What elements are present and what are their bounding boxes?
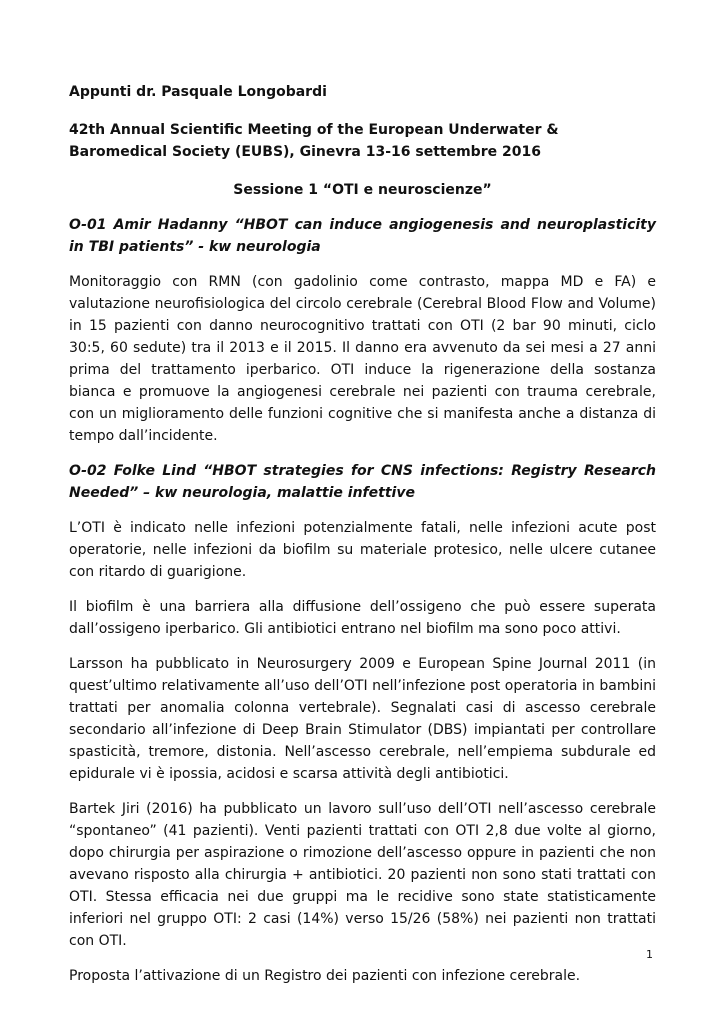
page-number: 1 (646, 948, 653, 961)
paragraph: Proposta l’attivazione di un Registro dei pazienti con infezione cerebrale. (69, 968, 581, 984)
session-title: Sessione 1 “OTI e neuroscienze” (233, 182, 492, 198)
paragraph: L’OTI è indicato nelle infezioni potenzialmente fatali, nelle infezioni acute post operatorie, nelle infezioni da biofilm su materiale protesico, nelle ulcere cutanee con ritardo di guarigione. (69, 520, 656, 580)
paragraph: Monitoraggio con RMN (con gadolinio come contrasto, mappa MD e FA) e valutazione neurofisiologica del circolo cerebrale (Cerebral Blood Flow and Volume) in 15 pazienti con danno neurocognitivo trattati con OTI (2 bar 90 minuti, ciclo 30:5, 60 sedute) tra il 2013 e il 2015. Il danno era avvenuto da sei mesi a 27 anni prima del trattamento iperbarico. OTI induce la rigenerazione della sostanza bianca e promuove la angiogenesi cerebrale nei pazienti con trauma cerebrale, con un miglioramento delle funzioni cognitive che si manifesta anche a distanza di tempo dall’incidente. (69, 274, 656, 444)
meeting-title: 42th Annual Scientific Meeting of the European Underwater & Baromedical Society (EUBS), Ginevra 13-16 settembre 2016 (69, 122, 559, 160)
talk-title: O-02 Folke Lind “HBOT strategies for CNS infections: Registry Research Needed” – kw neurologia, malattie infettive (69, 463, 656, 501)
talk-section (69, 460, 656, 987)
author-heading: Appunti dr. Pasquale Longobardi (69, 84, 327, 100)
document-page (69, 81, 656, 1000)
paragraph: Larsson ha pubblicato in Neurosurgery 2009 e European Spine Journal 2011 (in quest’ultimo relativamente all’uso dell’OTI nell’infezione post operatoria in bambini trattati per anomalia colonna vertebrale). Segnalati casi di ascesso cerebrale secondario all’infezione di Deep Brain Stimulator (DBS) impiantati per controllare spasticità, tremore, distonia. Nell’ascesso cerebrale, nell’empiema subdurale ed epidurale vi è ipossia, acidosi e scarsa attività degli antibiotici. (69, 656, 656, 782)
paragraph: Bartek Jiri (2016) ha pubblicato un lavoro sull’uso dell’OTI nell’ascesso cerebrale “spontaneo” (41 pazienti). Venti pazienti trattati con OTI 2,8 due volte al giorno, dopo chirurgia per aspirazione o rimozione dell’ascesso oppure in pazienti che non avevano risposto alla chirurgia + antibiotici. 20 pazienti non sono stati trattati con OTI. Stessa efficacia nei due gruppi ma le recidive sono state statisticamente inferiori nel gruppo OTI: 2 casi (14%) verso 15/26 (58%) nei pazienti non trattati con OTI. (69, 801, 656, 949)
paragraph: Il biofilm è una barriera alla diffusione dell’ossigeno che può essere superata dall’ossigeno iperbarico. Gli antibiotici entrano nel biofilm ma sono poco attivi. (69, 599, 656, 637)
talk-section (69, 214, 656, 447)
talk-title: O-01 Amir Hadanny “HBOT can induce angiogenesis and neuroplasticity in TBI patients” - kw neurologia (69, 217, 656, 255)
